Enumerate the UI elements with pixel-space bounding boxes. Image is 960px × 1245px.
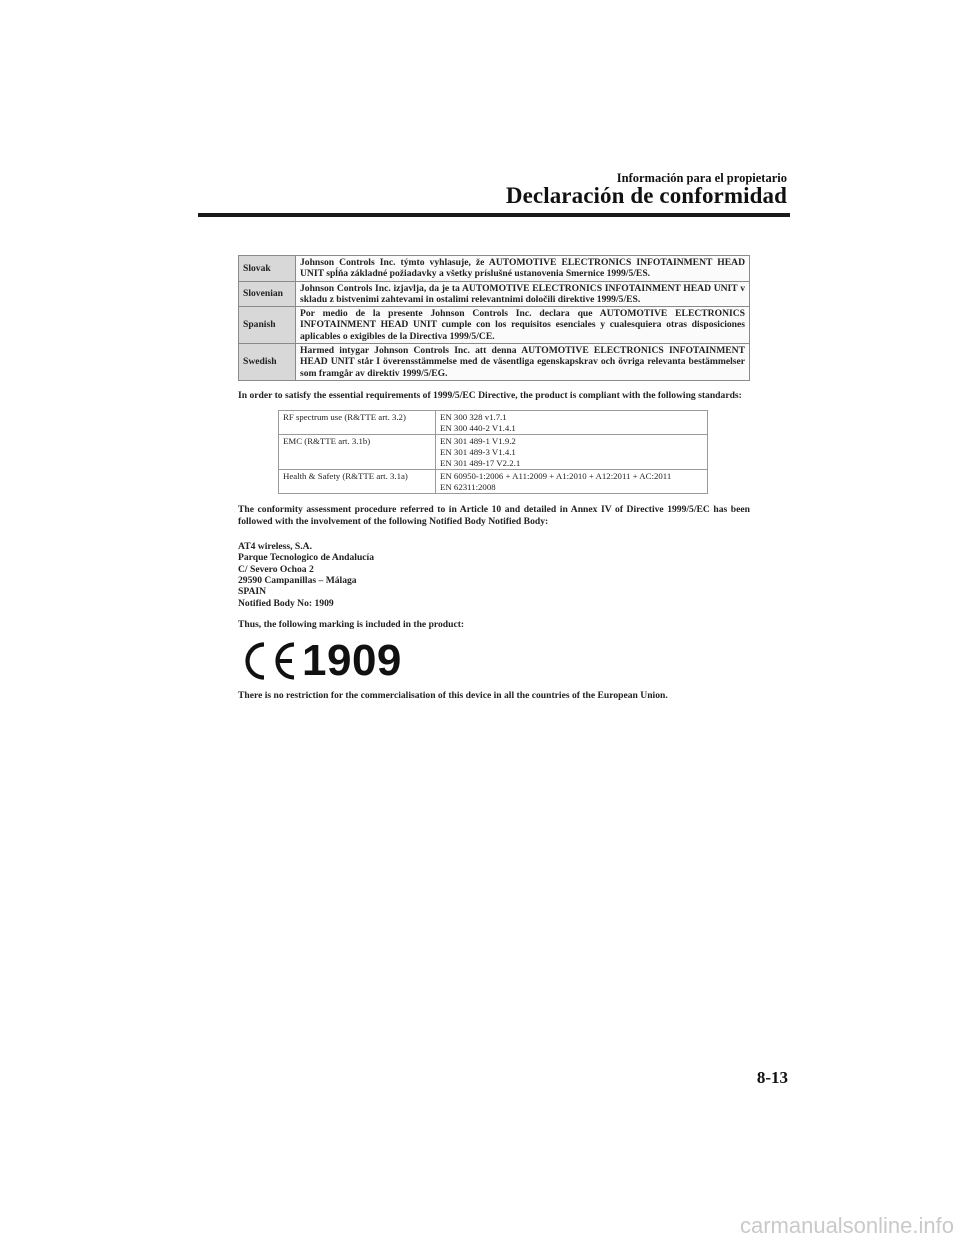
header-rule [198, 213, 790, 217]
language-name: Slovak [239, 256, 296, 282]
standards-intro: In order to satisfy the essential requirements of 1999/5/EC Directive, the product is compliant with the following standards: [238, 389, 742, 401]
table-row [279, 435, 708, 470]
standards-table [278, 410, 708, 494]
table-row [239, 281, 750, 307]
table-row [239, 344, 750, 381]
table-row [279, 470, 708, 494]
page-number: 8-13 [756, 1068, 788, 1087]
language-declarations-table [238, 255, 750, 381]
address-line: SPAIN [238, 586, 267, 598]
language-text: Johnson Controls Inc. izjavlja, da je ta AUTOMOTIVE ELECTRONICS INFOTAINMENT HEAD UNIT v skladu z bistvenimi zahtevami in ostalimi relevantnimi določili direktive 1999/5/ES. [296, 281, 750, 307]
standard-item: EN 300 328 v1.7.1 [440, 412, 507, 423]
ce-mark-icon [238, 640, 298, 682]
address-line: Parque Tecnologico de Andalucía [238, 552, 375, 564]
ce-marking [238, 636, 750, 686]
standard-item: EN 62311:2008 [440, 481, 496, 492]
marking-intro: Thus, the following marking is included in the product: [238, 618, 465, 630]
language-name: Spanish [239, 307, 296, 344]
standard-items [436, 470, 708, 494]
language-name: Swedish [239, 344, 296, 381]
scanned-declaration [238, 255, 750, 701]
standard-item: EN 301 489-1 V1.9.2 [440, 436, 516, 447]
procedure-paragraph: The conformity assessment procedure referred to in Article 10 and detailed in Annex IV of Directive 1999/5/EC has been followed with the involvement of the following Notified Body Notified Body: [238, 504, 750, 527]
notified-body-address [238, 541, 750, 609]
header-subtitle: Información para el propietario [616, 171, 787, 185]
standard-item: EN 301 489-3 V1.4.1 [440, 447, 516, 458]
language-text: Por medio de la presente Johnson Controls Inc. declara que AUTOMOTIVE ELECTRONICS INFOTAINMENT HEAD UNIT cumple con los requisitos esenciales y cualesquiera otras disposiciones aplicables o exigibles de la Directiva 1999/5/CE. [296, 307, 750, 344]
table-row [239, 307, 750, 344]
notified-body-number: 1909 [302, 636, 402, 686]
standard-category: EMC (R&TTE art. 3.1b) [279, 435, 436, 470]
page-title: Declaración de conformidad [505, 183, 787, 208]
table-row [239, 256, 750, 282]
language-text: Harmed intygar Johnson Controls Inc. att denna AUTOMOTIVE ELECTRONICS INFOTAINMENT HEAD UNIT står I överensstämmelse med de väsentliga egenskapskrav och övriga relevanta bestämmelser som framgår av direktiv 1999/5/EG. [296, 344, 750, 381]
standard-item: EN 60950-1:2006 + A11:2009 + A1:2010 + A12:2011 + AC:2011 [440, 471, 672, 482]
standard-category: RF spectrum use (R&TTE art. 3.2) [279, 411, 436, 435]
language-text: Johnson Controls Inc. týmto vyhlasuje, že AUTOMOTIVE ELECTRONICS INFOTAINMENT HEAD UNIT spĺňa základné požiadavky a všetky príslušné ustanovenia Smernice 1999/5/ES. [296, 256, 750, 282]
standard-category: Health & Safety (R&TTE art. 3.1a) [279, 470, 436, 494]
address-line: Notified Body No: 1909 [238, 597, 334, 609]
standard-items [436, 411, 708, 435]
address-line: 29590 Campanillas – Málaga [238, 574, 357, 586]
address-line: C/ Severo Ochoa 2 [238, 563, 314, 575]
restriction-statement: There is no restriction for the commercialisation of this device in all the countries of the European Union. [238, 690, 668, 702]
address-line: AT4 wireless, S.A. [238, 541, 312, 553]
standard-items [436, 435, 708, 470]
standard-item: EN 300 440-2 V1.4.1 [440, 422, 516, 433]
table-row [279, 411, 708, 435]
standard-item: EN 301 489-17 V2.2.1 [440, 457, 521, 468]
language-name: Slovenian [239, 281, 296, 307]
watermark: carmanualsonline.info [739, 1213, 954, 1238]
